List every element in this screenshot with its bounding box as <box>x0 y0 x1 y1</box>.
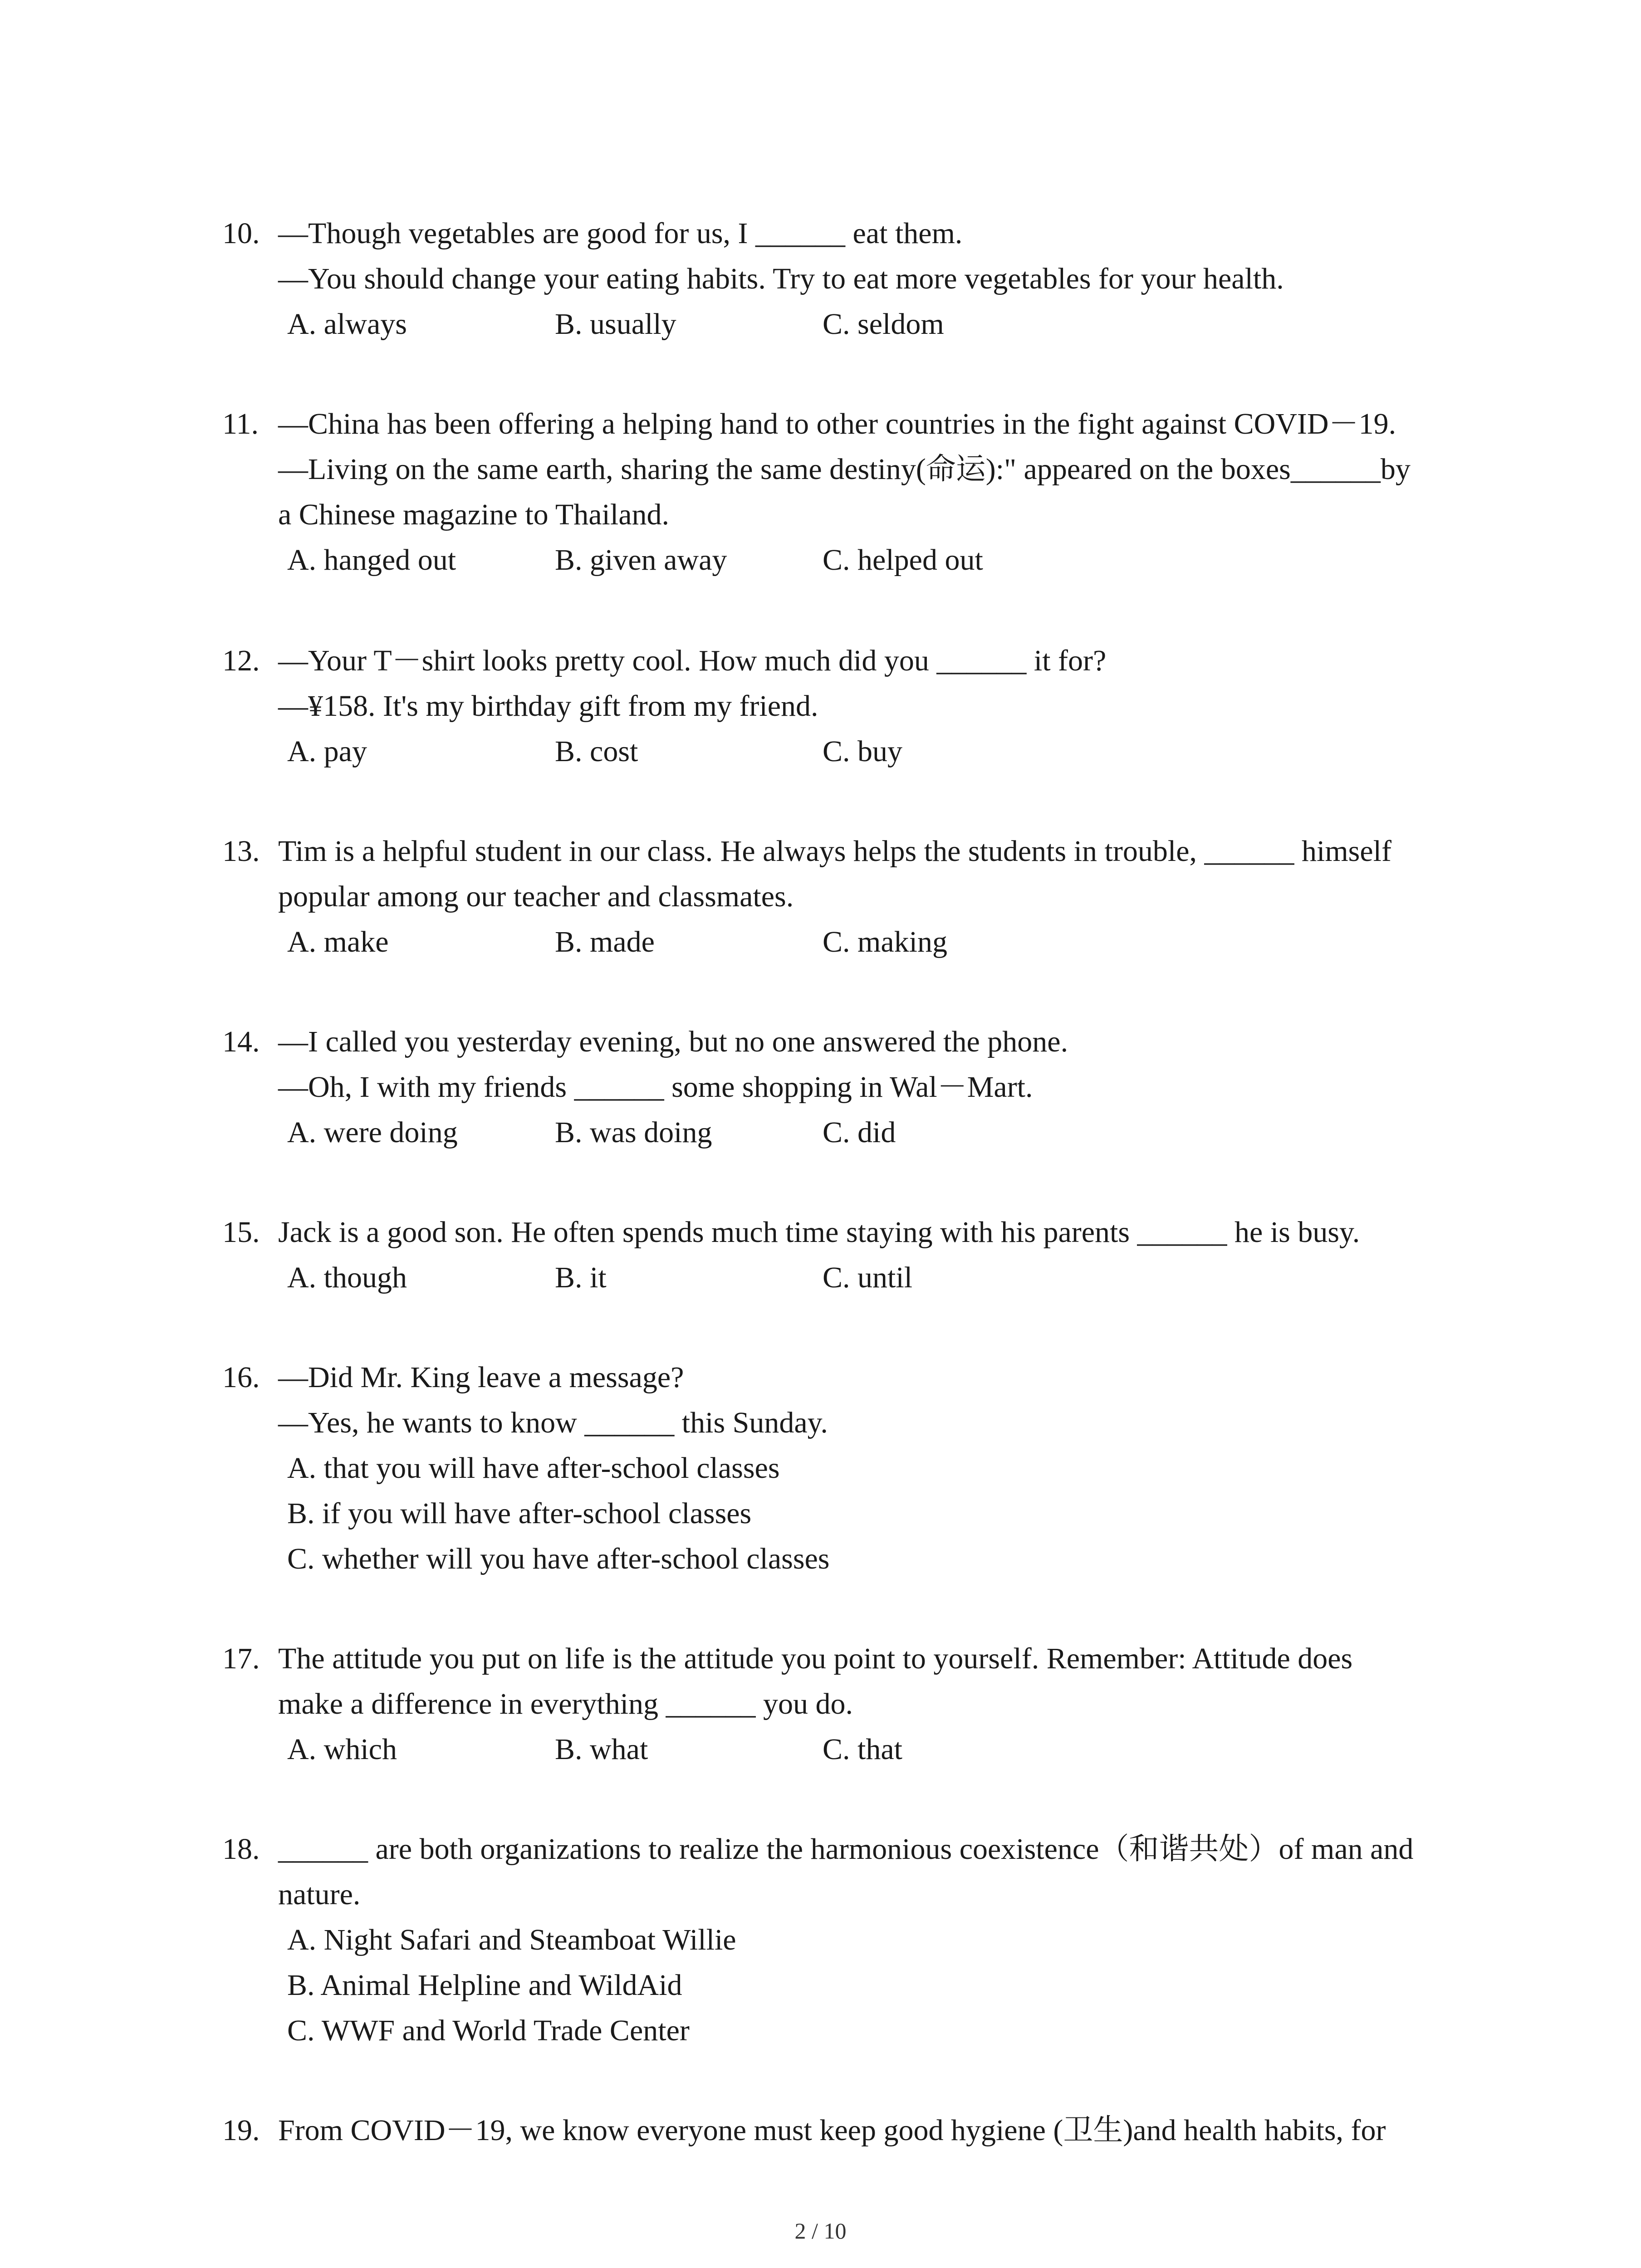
option-c: C. until <box>823 1261 913 1294</box>
question-number: 17. <box>222 1642 260 1675</box>
option-a: A. pay <box>287 735 367 768</box>
question-text: —Though vegetables are good for us, I ______ eat them. <box>278 217 963 250</box>
option-a-text: A. Night Safari and Steamboat Willie <box>287 1923 736 1956</box>
question-number: 15. <box>222 1216 260 1249</box>
option-b-text: B. Animal Helpline and WildAid <box>287 1969 682 2002</box>
question-text: nature. <box>278 1878 361 1911</box>
option-c: C. did <box>823 1116 896 1149</box>
question-number: 18. <box>222 1833 260 1866</box>
question-number: 10. <box>222 217 260 250</box>
question-text: —Yes, he wants to know ______ this Sunday. <box>278 1406 828 1439</box>
question-text: The attitude you put on life is the attitude you point to yourself. Remember: Attitude does <box>278 1642 1353 1675</box>
question-text: —¥158. It's my birthday gift from my friend. <box>278 689 818 723</box>
question-text: ______ are both organizations to realize the harmonious coexistence（和谐共处）of man and <box>278 1833 1414 1866</box>
option-c: C. making <box>823 925 947 958</box>
option-a: A. always <box>287 308 407 341</box>
question-text: Tim is a helpful student in our class. He always helps the students in trouble, ______ himself <box>278 835 1391 868</box>
question-text: From COVID－19, we know everyone must keep good hygiene (卫生)and health habits, for <box>278 2114 1386 2147</box>
option-b: B. cost <box>555 735 638 768</box>
option-b: B. given away <box>555 543 727 577</box>
question-text: Jack is a good son. He often spends much time staying with his parents ______ he is busy. <box>278 1216 1360 1249</box>
question-number: 12. <box>222 644 260 677</box>
option-b: B. it <box>555 1261 607 1294</box>
option-c: C. seldom <box>823 308 944 341</box>
question-text: —You should change your eating habits. Try to eat more vegetables for your health. <box>278 262 1284 295</box>
option-a: A. hanged out <box>287 543 456 577</box>
question-text: a Chinese magazine to Thailand. <box>278 498 669 531</box>
page-indicator: 2 / 10 <box>794 2218 847 2244</box>
option-c-text: C. whether will you have after-school classes <box>287 1542 830 1575</box>
question-text: —Living on the same earth, sharing the same destiny(命运):" appeared on the boxes______by <box>278 453 1411 486</box>
option-b: B. what <box>555 1733 648 1766</box>
option-b-text: B. if you will have after-school classes <box>287 1497 752 1530</box>
option-c: C. helped out <box>823 543 983 577</box>
option-c: C. buy <box>823 735 903 768</box>
question-text: popular among our teacher and classmates. <box>278 880 794 913</box>
option-a: A. were doing <box>287 1116 458 1149</box>
question-number: 16. <box>222 1361 260 1394</box>
question-text: make a difference in everything ______ you do. <box>278 1687 853 1721</box>
option-b: B. was doing <box>555 1116 712 1149</box>
option-c: C. that <box>823 1733 902 1766</box>
option-b: B. usually <box>555 308 676 341</box>
question-text: —Oh, I with my friends ______ some shopping in Wal－Mart. <box>278 1070 1033 1104</box>
question-number: 14. <box>222 1025 260 1058</box>
option-c-text: C. WWF and World Trade Center <box>287 2014 690 2047</box>
question-text: —China has been offering a helping hand to other countries in the fight against COVID－19. <box>278 407 1396 440</box>
option-a: A. which <box>287 1733 397 1766</box>
option-a: A. though <box>287 1261 407 1294</box>
option-a-text: A. that you will have after-school classes <box>287 1452 780 1485</box>
question-number: 11. <box>222 407 259 440</box>
option-a: A. make <box>287 925 389 958</box>
question-text: —Your T－shirt looks pretty cool. How much did you ______ it for? <box>278 644 1107 677</box>
option-b: B. made <box>555 925 655 958</box>
question-text: —I called you yesterday evening, but no one answered the phone. <box>278 1025 1068 1058</box>
question-number: 13. <box>222 835 260 868</box>
question-number: 19. <box>222 2114 260 2147</box>
question-text: —Did Mr. King leave a message? <box>278 1361 684 1394</box>
